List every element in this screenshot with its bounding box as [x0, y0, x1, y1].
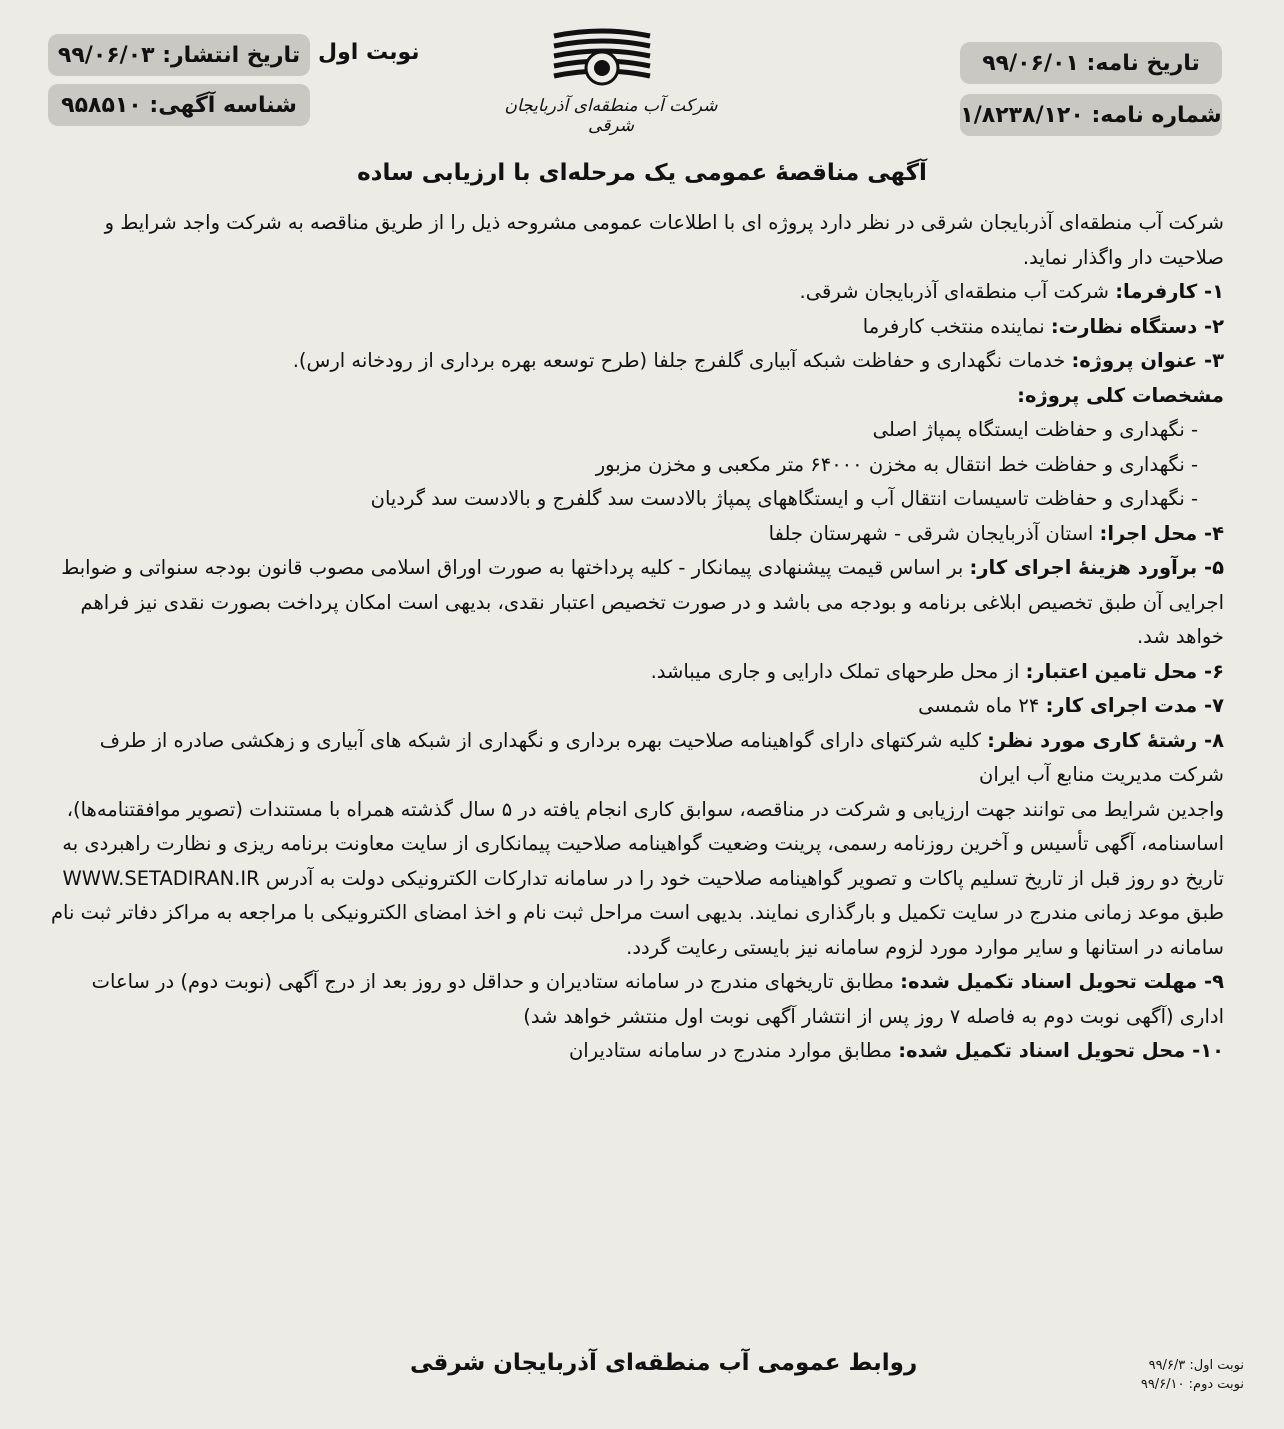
item-5-text: بر اساس قیمت پیشنهادی پیمانکار - کلیه پرداختها به صورت اوراق اسلامی مصوب قانون بودجه سنواتی و ضوابط اجرایی آن طبق تخصیص ابلاغی برنامه و بودجه می باشد و در صورت تخصیص اعتبار نقدی، بدیهی است امکان پرداخت بصورت نقدی نیز فراهم خواهد شد.	[61, 556, 1224, 648]
item-1-label: ۱- کارفرما:	[1115, 280, 1224, 303]
item-3-text: خدمات نگهداری و حفاظت شبکه آبیاری گلفرج جلفا (طرح توسعه بهره برداری از رودخانه ارس).	[292, 349, 1066, 372]
intro: شرکت آب منطقه‌ای آذربایجان شرقی در نظر دارد پروژه ای با اطلاعات عمومی مشروحه ذیل را از طریق مناقصه به شرکت واجد شرایط و صلاحیت دار واگذار نماید.	[104, 211, 1224, 269]
item-6-label: ۶- محل تامین اعتبار:	[1025, 659, 1224, 683]
item-9-note: (آگهی نوبت دوم به فاصله ۷ روز پس از انتشار آگهی نوبت اول منتشر خواهد شد)	[523, 1004, 1174, 1028]
ad-body	[44, 206, 1224, 1069]
item-1	[44, 275, 1224, 310]
round-label: نوبت اول	[318, 40, 420, 65]
publish-date: تاریخ انتشار: ۹۹/۰۶/۰۳	[48, 34, 310, 76]
item-10	[44, 1034, 1224, 1069]
spec-3: - نگهداری و حفاظت تاسیسات انتقال آب و ایستگاههای پمپاژ بالادست سد گلفرج و بالادست سد گردیان	[370, 487, 1198, 510]
letter-number: شماره نامه: ۱/۸۲۳۸/۱۲۰	[960, 94, 1222, 136]
item-8-label: ۸- رشتهٔ کاری مورد نظر:	[987, 728, 1224, 752]
item-4-label: ۴- محل اجرا:	[1099, 521, 1224, 545]
ad-id: شناسه آگهی: ۹۵۸۵۱۰	[48, 84, 310, 126]
item-4-text: استان آذربایجان شرقی - شهرستان جلفا	[768, 521, 1094, 545]
ad-title: آگهی مناقصهٔ عمومی یک مرحله‌ای با ارزیابی ساده	[357, 160, 927, 186]
round-first: نوبت اول: ۹۹/۶/۳	[1148, 1358, 1244, 1373]
spec-1: - نگهداری و حفاظت ایستگاه پمپاژ اصلی	[872, 418, 1198, 441]
item-2-label: ۲- دستگاه نظارت:	[1050, 314, 1224, 338]
item-9	[44, 965, 1224, 1034]
item-9-label: ۹- مهلت تحویل اسناد تکمیل شده:	[900, 970, 1224, 993]
rounds-box	[1094, 1356, 1244, 1394]
spec-2: - نگهداری و حفاظت خط انتقال به مخزن ۶۴۰۰۰ متر مکعبی و مخزن مزبور	[595, 452, 1198, 476]
item-6-text: از محل طرحهای تملک دارایی و جاری میباشد.	[650, 659, 1020, 683]
letter-date: تاریخ نامه: ۹۹/۰۶/۰۱	[960, 42, 1222, 84]
round-second: نوبت دوم: ۹۹/۶/۱۰	[1140, 1377, 1244, 1392]
item-9-text: مطابق تاریخهای مندرج در سامانه ستادیران و حداقل دو روز بعد از درج آگهی (نوبت دوم) در ساعات اداری	[91, 970, 1224, 1028]
item-7-label: ۷- مدت اجرای کار:	[1045, 694, 1224, 717]
item-10-text: مطابق موارد مندرج در سامانه ستادیران	[568, 1039, 893, 1062]
company-logo-icon	[552, 28, 652, 98]
item-2-text: نماینده منتخب کارفرما	[862, 314, 1045, 338]
company-script: شرکت آب منطقه‌ای آذربایجان شرقی	[504, 96, 718, 136]
item-7	[44, 689, 1224, 724]
item-7-text: ۲۴ ماه شمسی	[918, 694, 1040, 717]
item-4	[44, 517, 1224, 552]
item-8	[44, 724, 1224, 793]
item-8-text: کلیه شرکتهای دارای گواهینامه صلاحیت بهره برداری و نگهداری از شبکه های آبیاری و زهکشی صادره از طرف شرکت مدیریت منابع آب ایران	[99, 728, 1224, 786]
item-3	[44, 344, 1224, 379]
item-2	[44, 310, 1224, 345]
item-5-label: ۵- برآورد هزینهٔ اجرای کار:	[969, 556, 1224, 579]
item-6	[44, 655, 1224, 690]
item-5	[44, 551, 1224, 655]
item-3-label: ۳- عنوان پروژه:	[1071, 349, 1224, 372]
item-1-text: شرکت آب منطقه‌ای آذربایجان شرقی.	[799, 280, 1110, 303]
item-10-label: ۱۰- محل تحویل اسناد تکمیل شده:	[898, 1039, 1224, 1062]
eligibility: واجدین شرایط می توانند جهت ارزیابی و شرکت در مناقصه، سوابق کاری انجام یافته در ۵ سال گذشته همراه با مستندات (تصویر موافقتنامه‌ها)، اساسنامه، آگهی تأسیس و آخرین روزنامه رسمی، پرینت وضعیت گواهینامه صلاحیت پیمانکاری از سایت معاونت برنامه ریزی و نظارت راهبردی به تاریخ دو روز قبل از تاریخ تسلیم پاکات و تصویر گواهینامه صلاحیت خود را در سامانه تدارکات الکترونیکی دولت به آدرس WWW.SETADIRAN.IR طبق موعد زمانی مندرج در سایت تکمیل و بارگذاری نمایند. بدیهی است مراحل ثبت نام و اخذ امضای الکترونیکی با مراجعه به مراکز دفاتر ثبت نام سامانه در استانها و سایر موارد مورد لزوم سامانه نیز بایستی رعایت گردد.	[50, 797, 1224, 959]
specs-title: مشخصات کلی پروژه:	[1017, 383, 1224, 407]
signature: روابط عمومی آب منطقه‌ای آذربایجان شرقی	[410, 1350, 918, 1376]
